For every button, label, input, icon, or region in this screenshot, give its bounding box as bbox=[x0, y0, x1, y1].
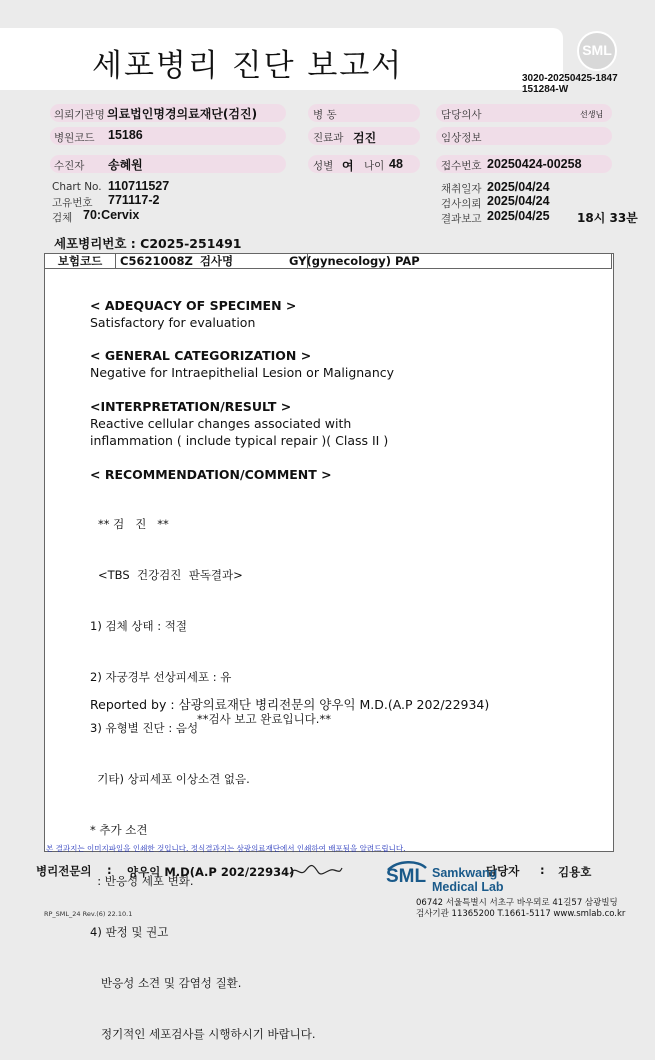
insurance-code: C5621008Z bbox=[120, 254, 193, 268]
hospital-code-value: 15186 bbox=[108, 128, 143, 142]
insurance-label: 보험코드 bbox=[45, 254, 116, 268]
rec-line: * 추가 소견 bbox=[90, 823, 148, 837]
page-title: 세포병리 진단 보고서 bbox=[92, 48, 404, 84]
recommendation-list bbox=[90, 482, 316, 1060]
rec-line: 정기적인 세포검사를 시행하시기 바랍니다. bbox=[90, 1027, 316, 1041]
result-date: 2025/04/25 bbox=[487, 209, 550, 223]
unique-label: 고유번호 bbox=[52, 197, 93, 209]
pill bbox=[50, 155, 286, 173]
request-value: 2025/04/24 bbox=[487, 194, 550, 208]
pathologist-name: 양우익 M.D(A.P 202/22934) bbox=[127, 865, 295, 879]
adequacy-text: Satisfactory for evaluation bbox=[90, 315, 256, 330]
doctor-value: 선생님 bbox=[580, 110, 604, 119]
test-name-cell bbox=[289, 254, 611, 268]
dept-label: 진료과 bbox=[313, 132, 344, 144]
rec-line: 4) 판정 및 권고 bbox=[90, 925, 169, 939]
rec-line: 2) 자궁경부 선상피세포 : 유 bbox=[90, 670, 232, 684]
test-name: GY(gynecology) PAP bbox=[289, 254, 420, 268]
doctor-label: 담당의사 bbox=[441, 109, 482, 121]
rec-line: 기타) 상피세포 이상소견 없음. bbox=[90, 772, 250, 786]
rec-line: 1) 검체 상태 : 적절 bbox=[90, 619, 187, 633]
sml-brand-logo bbox=[384, 860, 428, 890]
chart-value: 110711527 bbox=[108, 179, 170, 193]
specimen-label: 검체 bbox=[52, 212, 73, 224]
colon: : bbox=[540, 863, 545, 877]
form-code: RP_SML_24 Rev.(6) 22.10.1 bbox=[44, 910, 133, 918]
sex-value: 여 bbox=[342, 159, 354, 173]
report-number-2: 151284-W bbox=[522, 84, 569, 95]
institution-label: 의뢰기관명 bbox=[54, 109, 105, 121]
adequacy-heading: < ADEQUACY OF SPECIMEN > bbox=[90, 298, 297, 313]
age-value: 48 bbox=[389, 157, 403, 171]
interpretation-line-1: Reactive cellular changes associated with bbox=[90, 416, 352, 431]
address: 06742 서울특별시 서초구 바우뫼로 41길57 삼광빌딩 bbox=[416, 898, 618, 908]
sml-logo-icon bbox=[577, 31, 617, 71]
test-label: 검사명 bbox=[199, 254, 234, 268]
general-text: Negative for Intraepithelial Lesion or Malignancy bbox=[90, 365, 395, 380]
institution-value: 의료법인명경의료재단(검진) bbox=[107, 107, 258, 121]
signature-icon bbox=[288, 860, 344, 880]
rec-line: <TBS 건강검진 판독결과> bbox=[98, 568, 243, 582]
brand-name-1: Samkwang bbox=[432, 866, 498, 880]
colon: : bbox=[107, 863, 112, 877]
pathologist-label: 병리전문의 bbox=[36, 864, 92, 878]
interpretation-heading: <INTERPRETATION/RESULT > bbox=[90, 399, 292, 414]
interpretation-line-2: inflammation ( include typical repair )( Class II ) bbox=[90, 433, 389, 448]
rec-line: 3) 유형별 진단 : 음성 bbox=[90, 721, 199, 735]
agency-info: 검사기관 11365200 T.1661-5117 www.smlab.co.kr bbox=[416, 909, 626, 919]
hospital-code-label: 병원코드 bbox=[54, 132, 95, 144]
collect-label: 채취일자 bbox=[441, 183, 482, 195]
report-number-1: 3020-20250425-1847 bbox=[522, 73, 618, 84]
manager-label: 담당자 bbox=[486, 864, 520, 878]
collect-value: 2025/04/24 bbox=[487, 180, 550, 194]
dept-value: 검진 bbox=[353, 131, 377, 145]
rec-line: 반응성 소견 및 감염성 질환. bbox=[90, 976, 242, 990]
request-label: 검사의뢰 bbox=[441, 198, 482, 210]
result-time: 18시 33분 bbox=[577, 211, 638, 225]
ward-label: 병 동 bbox=[313, 109, 337, 121]
pathology-number: 세포병리번호 : C2025-251491 bbox=[54, 236, 242, 251]
rec-line: ** 검 진 ** bbox=[98, 517, 169, 531]
specimen-value: 70:Cervix bbox=[83, 208, 140, 222]
report-complete: **검사 보고 완료입니다.** bbox=[197, 712, 331, 726]
print-notice: 본 결과지는 이미지파일을 인쇄한 것입니다. 정식결과지는 삼광의료재단에서 인쇄하여 배포됨을 알려드립니다. bbox=[46, 844, 406, 853]
clinical-label: 임상정보 bbox=[441, 132, 482, 144]
insurance-row bbox=[44, 253, 612, 269]
result-label: 결과보고 bbox=[441, 213, 482, 225]
recommendation-heading: < RECOMMENDATION/COMMENT > bbox=[90, 467, 332, 482]
sml-logo-text: SML bbox=[582, 42, 612, 58]
receipt-label: 접수번호 bbox=[441, 160, 482, 172]
sml-brand-text: SML bbox=[386, 866, 427, 887]
receipt-value: 20250424-00258 bbox=[487, 157, 582, 171]
rec-line: : 반응성 세포 변화. bbox=[90, 874, 194, 888]
reported-by: Reported by : 삼광의료재단 병리전문의 양우익 M.D.(A.P 202/22934) bbox=[90, 697, 490, 712]
general-heading: < GENERAL CATEGORIZATION > bbox=[90, 348, 312, 363]
patient-value: 송혜원 bbox=[108, 158, 143, 172]
sex-label: 성별 bbox=[313, 160, 334, 172]
patient-label: 수진자 bbox=[54, 160, 85, 172]
brand-name-2: Medical Lab bbox=[432, 880, 504, 894]
manager-name: 김용호 bbox=[558, 865, 592, 879]
unique-value: 771117-2 bbox=[108, 193, 160, 207]
chart-label: Chart No. bbox=[52, 181, 102, 193]
age-label: 나이 bbox=[364, 160, 385, 172]
insurance-code-cell bbox=[117, 254, 308, 268]
